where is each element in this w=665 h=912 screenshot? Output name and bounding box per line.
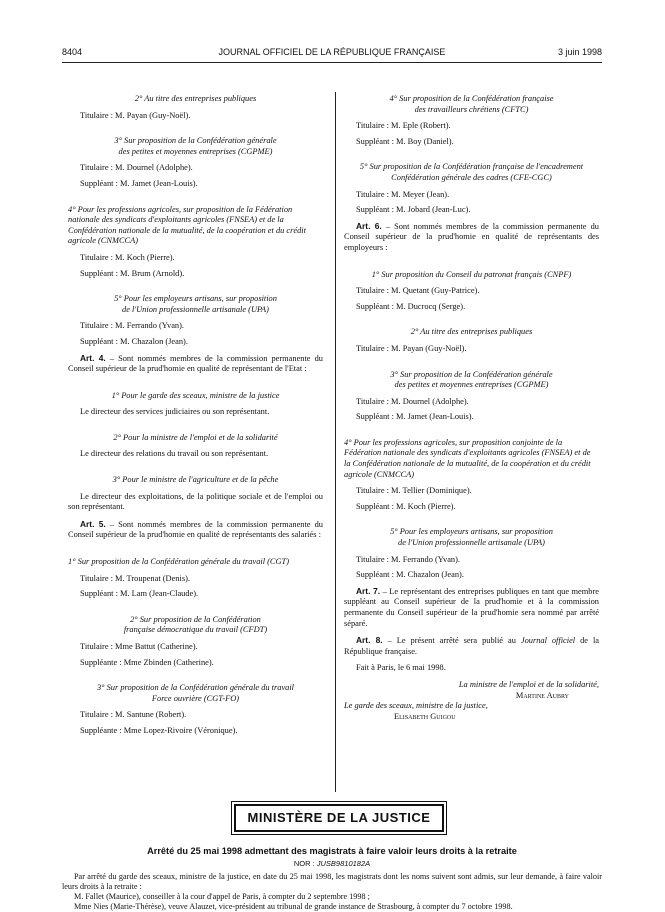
member-line: Suppléant : M. Jobard (Jean-Luc). — [356, 205, 471, 215]
issue-date: 3 juin 1998 — [557, 47, 602, 57]
section-heading: 5° Sur proposition de la Confédération française de l'encadrement Confédération générale des cadres (CFE-CGC) — [359, 162, 584, 182]
member-line: Titulaire : M. Quetant (Guy-Patrice). — [356, 286, 480, 296]
article-4: Art. 4. – Sont nommés membres de la commission permanente du Conseil supérieur de la prud'homie en qualité de représentant de l'Etat : — [68, 352, 323, 374]
member-line: Suppléant : M. Lam (Jean-Claude). — [80, 589, 199, 599]
section-heading: 1° Sur proposition de la Confédération générale du travail (CGT) — [68, 557, 290, 567]
section-heading: 1° Sur proposition du Conseil du patronat français (CNPF) — [371, 269, 572, 279]
section-heading: 2° Sur proposition de la Confédération française démocratique du travail (CFDT) — [123, 614, 268, 635]
section-heading: 3° Sur proposition de la Confédération générale des petites et moyennes entreprises (CGPME) — [114, 136, 277, 156]
header-rule — [62, 62, 602, 63]
member-line: Titulaire : M. Payan (Guy-Noël). — [80, 110, 191, 120]
arrete-body — [62, 872, 602, 912]
section-heading: 5° Pour les employeurs artisans, sur proposition de l'Union professionnelle artisanale (UPA) — [114, 294, 277, 314]
member-line: Titulaire : M. Tellier (Dominique). — [356, 486, 472, 496]
member-line: Titulaire : M. Troupenat (Denis). — [80, 573, 190, 583]
member-line: Le directeur des exploitations, de la politique sociale et de l'emploi ou son représentant. — [68, 491, 323, 512]
signatory-name: Martine Aubry — [515, 690, 569, 700]
member-line: Titulaire : M. Payan (Guy-Noël). — [356, 343, 467, 353]
member-line: Suppléant : M. Chazalon (Jean). — [80, 336, 188, 346]
section-heading: 4° Pour les professions agricoles, sur proposition de la Fédération nationale des syndicats d'exploitants agricoles (FNSEA) et de la Confédération nationale de la mutualité, de la coopération et du crédit agricole (CNMCCA) — [68, 204, 306, 246]
member-line: Titulaire : M. Ferrando (Yvan). — [80, 321, 184, 331]
member-line: Titulaire : Mme Battut (Catherine). — [80, 642, 198, 651]
member-line: Titulaire : M. Koch (Pierre). — [80, 252, 175, 262]
section-heading: 3° Pour le ministre de l'agriculture et de la pêche — [112, 475, 279, 485]
member-line: Titulaire : M. Ferrando (Yvan). — [356, 554, 460, 564]
arrete-paragraph: Par arrêté du garde des sceaux, ministre de la justice, en date du 25 mai 1998, les magistrats dont les noms suivent sont admis, sur leur demande, à faire valoir leurs droits à la retraite : — [62, 872, 602, 891]
signature-date: Fait à Paris, le 6 mai 1998. — [356, 663, 446, 673]
member-line: Suppléante : Mme Lopez-Rivoire (Véronique). — [80, 725, 238, 735]
article-5: Art. 5. – Sont nommés membres de la commission permanente du Conseil supérieur de la prud'homie en qualité de représentants des salariés : — [68, 518, 323, 540]
arrete-title: Arrêté du 25 mai 1998 admettant des magistrats à faire valoir leurs droits à la retraite — [147, 846, 517, 856]
member-line: Suppléant : M. Koch (Pierre). — [356, 501, 456, 511]
arrete-paragraph: M. Fallet (Maurice), conseiller à la cour d'appel de Paris, à compter du 2 septembre 1998 ; — [74, 892, 370, 901]
page-header — [62, 47, 602, 61]
ministry-heading: MINISTÈRE DE LA JUSTICE — [234, 804, 444, 832]
article-8: Art. 8. – Le présent arrêté sera publié au Journal officiel de la République française. — [344, 635, 600, 656]
left-column — [68, 94, 323, 742]
signatory-role: Le garde des sceaux, ministre de la justice, — [344, 701, 488, 711]
article-6: Art. 6. – Sont nommés membres de la commission permanente du Conseil supérieur de la prud'homie en qualité de représentants des employeurs : — [344, 220, 599, 252]
section-heading: 2° Au titre des entreprises publiques — [134, 94, 257, 103]
section-heading: 2° Au titre des entreprises publiques — [410, 327, 533, 337]
journal-title: JOURNAL OFFICIEL DE LA RÉPUBLIQUE FRANÇAISE — [218, 47, 446, 57]
section-heading: 5° Pour les employeurs artisans, sur proposition de l'Union professionnelle artisanale (UPA) — [390, 527, 553, 548]
member-line: Le directeur des relations du travail ou son représentant. — [80, 449, 269, 459]
section-heading: 4° Sur proposition de la Confédération française des travailleurs chrétiens (CFTC) — [389, 94, 554, 114]
member-line: Suppléant : M. Jamet (Jean-Louis). — [356, 412, 474, 422]
member-line: Suppléant : M. Boy (Daniel). — [356, 136, 454, 146]
arrete-paragraph: Mme Nies (Marie-Thérèse), veuve Alauzet, vice-président au tribunal de grande instance de Strasbourg, à compter du 7 octobre 1998. — [74, 902, 513, 911]
article-7: Art. 7. – Le représentant des entreprises publiques en tant que membre suppléant au Conseil supérieur de la prud'homie et à la commission permanente du Conseil supérieur de la prud'homie sera nommé par arrêté séparé. — [344, 585, 599, 628]
page-number: 8404 — [62, 47, 83, 57]
member-line: Suppléante : Mme Zbinden (Catherine). — [80, 657, 214, 667]
member-line: Le directeur des services judiciaires ou son représentant. — [80, 407, 270, 417]
signatory-name: Elisabeth Guigou — [394, 711, 456, 721]
right-column — [344, 94, 599, 722]
member-line: Suppléant : M. Chazalon (Jean). — [356, 570, 464, 580]
member-line: Titulaire : M. Meyer (Jean). — [356, 189, 450, 199]
member-line: Suppléant : M. Brum (Arnold). — [80, 268, 185, 278]
section-heading: 3° Sur proposition de la Confédération générale des petites et moyennes entreprises (CGPME) — [390, 369, 553, 390]
section-heading: 1° Pour le garde des sceaux, ministre de la justice — [111, 390, 280, 400]
member-line: Titulaire : M. Santune (Robert). — [80, 710, 187, 720]
member-line: Titulaire : M. Dournel (Adolphe). — [356, 396, 469, 406]
section-heading: 3° Sur proposition de la Confédération générale du travail Force ouvrière (CGT-FO) — [96, 683, 295, 703]
member-line: Titulaire : M. Eple (Robert). — [356, 121, 451, 131]
section-heading: 2° Pour la ministre de l'emploi et de la solidarité — [113, 432, 278, 442]
member-line: Suppléant : M. Ducrocq (Serge). — [356, 301, 466, 311]
member-line: Titulaire : M. Dournel (Adolphe). — [80, 163, 193, 173]
member-line: Suppléant : M. Jamet (Jean-Louis). — [80, 178, 198, 188]
nor-reference: NOR : JUSB9810182A — [293, 859, 371, 868]
column-divider — [335, 92, 336, 792]
section-heading: 4° Pour les professions agricoles, sur proposition conjointe de la Fédération nationale des syndicats d'exploitants agricoles (FNSEA) et de la Confédération nationale de la mutualité, de la coopération et du crédit agricole (CNMCCA) — [344, 437, 591, 479]
signatory-role: La ministre de l'emploi et de la solidarité, — [458, 679, 599, 689]
